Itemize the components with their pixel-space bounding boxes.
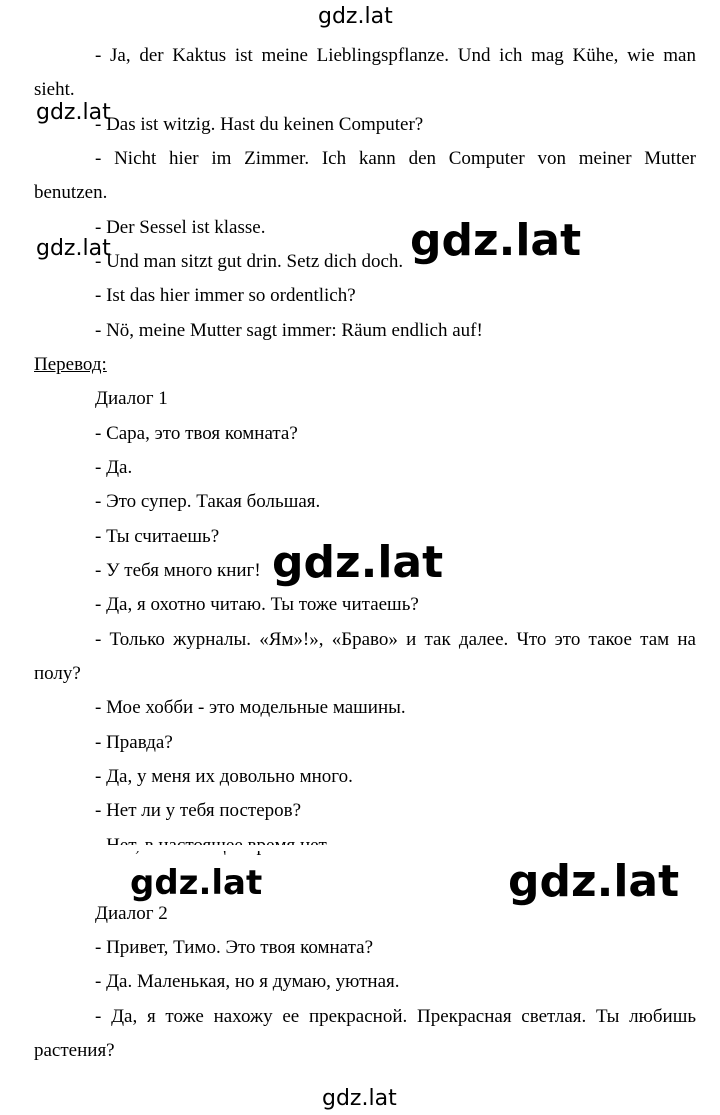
- translation-heading: Перевод:: [34, 354, 107, 375]
- dialog-line: полу?: [34, 663, 81, 684]
- dialog-line: - Ты считаешь?: [95, 526, 220, 547]
- text-line: - Nö, meine Mutter sagt immer: Räum endlich auf!: [95, 320, 483, 341]
- page-cut-mask: [90, 845, 390, 851]
- dialog-line: - Мое хобби - это модельные машины.: [95, 697, 406, 718]
- dialog-title: Диалог 1: [95, 388, 168, 409]
- dialog-line: - У тебя много книг!: [95, 560, 261, 581]
- dialog-line: - Сара, это твоя комната?: [95, 423, 298, 444]
- dialog-line: - Привет, Тимо. Это твоя комната?: [95, 937, 374, 958]
- dialog-line: - Да, я охотно читаю. Ты тоже читаешь?: [95, 594, 419, 615]
- dialog-line: растения?: [34, 1040, 115, 1061]
- dialog-line: - Да, у меня их довольно много.: [95, 766, 353, 787]
- dialog-line: - Да, я тоже нахожу ее прекрасной. Прекрасная светлая. Ты любишь: [95, 1006, 696, 1027]
- dialog-line: - Это супер. Такая большая.: [95, 491, 321, 512]
- text-line: - Das ist witzig. Hast du keinen Computer?: [95, 114, 424, 135]
- text-line: - Der Sessel ist klasse.: [95, 217, 266, 238]
- watermark: gdz.lat: [508, 856, 680, 907]
- text-line: - Ja, der Kaktus ist meine Lieblingspflanze. Und ich mag Kühe, wie man: [95, 45, 696, 66]
- watermark: gdz.lat: [130, 863, 263, 903]
- text-line: benutzen.: [34, 182, 108, 203]
- watermark: gdz.lat: [36, 100, 111, 125]
- text-line: - Nicht hier im Zimmer. Ich kann den Computer von meiner Mutter: [95, 148, 696, 169]
- text-line: - Ist das hier immer so ordentlich?: [95, 285, 356, 306]
- dialog-title: Диалог 2: [95, 903, 168, 924]
- watermark: gdz.lat: [36, 236, 111, 261]
- watermark: gdz.lat: [322, 1086, 397, 1111]
- dialog-line: - Правда?: [95, 732, 173, 753]
- text-line: - Und man sitzt gut drin. Setz dich doch.: [95, 251, 404, 272]
- dialog-line: - Да. Маленькая, но я думаю, уютная.: [95, 971, 400, 992]
- watermark: gdz.lat: [410, 215, 582, 266]
- dialog-line: - Только журналы. «Ям»!», «Браво» и так далее. Что это такое там на: [95, 629, 696, 650]
- watermark: gdz.lat: [272, 537, 444, 588]
- dialog-line: - Нет ли у тебя постеров?: [95, 800, 302, 821]
- watermark: gdz.lat: [318, 4, 393, 29]
- text-line: sieht.: [34, 79, 75, 100]
- dialog-line: - Да.: [95, 457, 133, 478]
